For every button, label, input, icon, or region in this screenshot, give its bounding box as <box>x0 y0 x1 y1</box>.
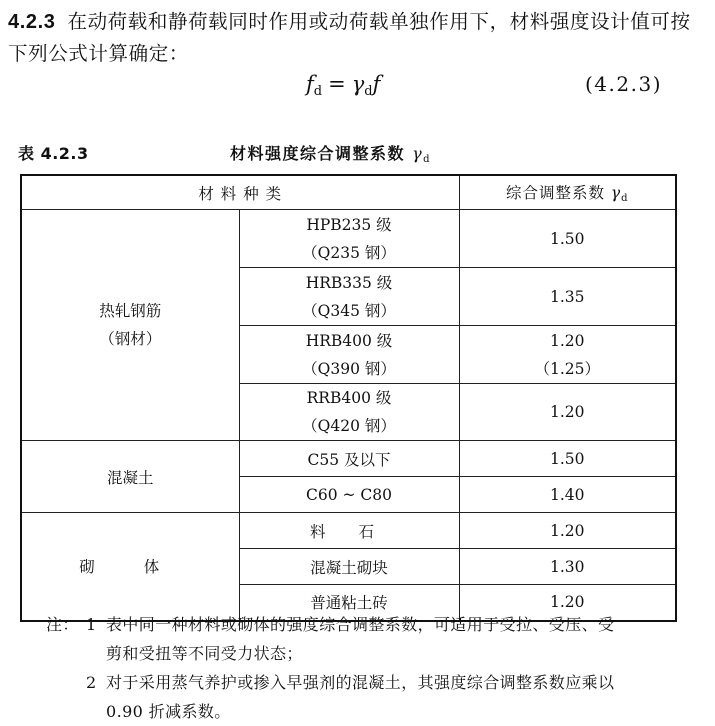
note-index: 1 <box>86 615 97 634</box>
grade-cell: C55 及以下 <box>239 441 459 477</box>
clause-paragraph <box>8 6 708 70</box>
note-index: 2 <box>86 673 97 692</box>
formula-expression <box>306 72 380 99</box>
formula-lhs-symbol: f <box>306 72 314 96</box>
clause-number: 4.2.3 <box>8 11 56 33</box>
group-name-concrete: 混凝土 <box>21 441 239 513</box>
formula-lhs-sub: d <box>313 84 323 99</box>
value-cell: 1.35 <box>459 268 676 326</box>
formula-operator: = <box>328 72 346 96</box>
formula-line <box>0 72 715 104</box>
grade-cell: 普通粘土砖 <box>239 585 459 621</box>
formula-gamma: γ <box>351 72 365 96</box>
value-cell: 1.20 <box>459 513 676 549</box>
formula-number: (4.2.3) <box>585 72 662 96</box>
grade-cell: HPB235 级 （Q235 钢） <box>239 210 459 268</box>
group-name-steel: 热轧钢筋 （钢材） <box>21 210 239 441</box>
table-row <box>21 513 676 549</box>
grade-cell: HRB335 级 （Q345 钢） <box>239 268 459 326</box>
value-cell: 1.40 <box>459 477 676 513</box>
note-item <box>46 610 696 668</box>
table-row <box>21 441 676 477</box>
note-line: 表中同一种材料或砌体的强度综合调整系数，可适用于受拉、受压、受 <box>106 615 615 634</box>
table-number: 表 4.2.3 <box>18 144 89 163</box>
coefficient-table <box>20 174 677 622</box>
grade-cell: 混凝土砌块 <box>239 549 459 585</box>
header-material-type: 材 料 种 类 <box>21 175 459 210</box>
table-row <box>21 210 676 268</box>
table-header-row <box>21 175 676 210</box>
value-cell: 1.20 <box>459 585 676 621</box>
value-cell: 1.50 <box>459 441 676 477</box>
value-cell: 1.50 <box>459 210 676 268</box>
value-cell: 1.30 <box>459 549 676 585</box>
table-notes <box>46 610 696 726</box>
value-cell: 1.20 （1.25） <box>459 326 676 384</box>
note-line: 0.90 折减系数。 <box>106 702 231 721</box>
formula-gamma-sub: d <box>364 84 373 99</box>
note-item <box>46 668 696 726</box>
header-coefficient: 综合调整系数 $\gamma_d$ <box>459 175 676 210</box>
grade-cell: C60 ~ C80 <box>239 477 459 513</box>
grade-cell: HRB400 级 （Q390 钢） <box>239 326 459 384</box>
formula-rhs-f: f <box>372 72 381 96</box>
table-title: 材料强度综合调整系数 $\gamma_d$ <box>230 144 432 165</box>
note-line: 剪和受扭等不同受力状态； <box>106 644 303 663</box>
value-cell: 1.20 <box>459 384 676 441</box>
grade-cell: RRB400 级 （Q420 钢） <box>239 384 459 441</box>
note-line: 对于采用蒸气养护或掺入早强剂的混凝土，其强度综合调整系数应乘以 <box>106 673 615 692</box>
clause-text: 在动荷载和静荷载同时作用或动荷载单独作用下，材料强度设计值可按下列公式计算确定： <box>8 10 691 65</box>
notes-label: 注： <box>46 615 79 634</box>
grade-cell: 料 石 <box>239 513 459 549</box>
group-name-masonry: 砌 体 <box>21 513 239 621</box>
table-caption <box>0 141 715 167</box>
table-title-symbol: $\gamma_d$ <box>412 144 432 165</box>
